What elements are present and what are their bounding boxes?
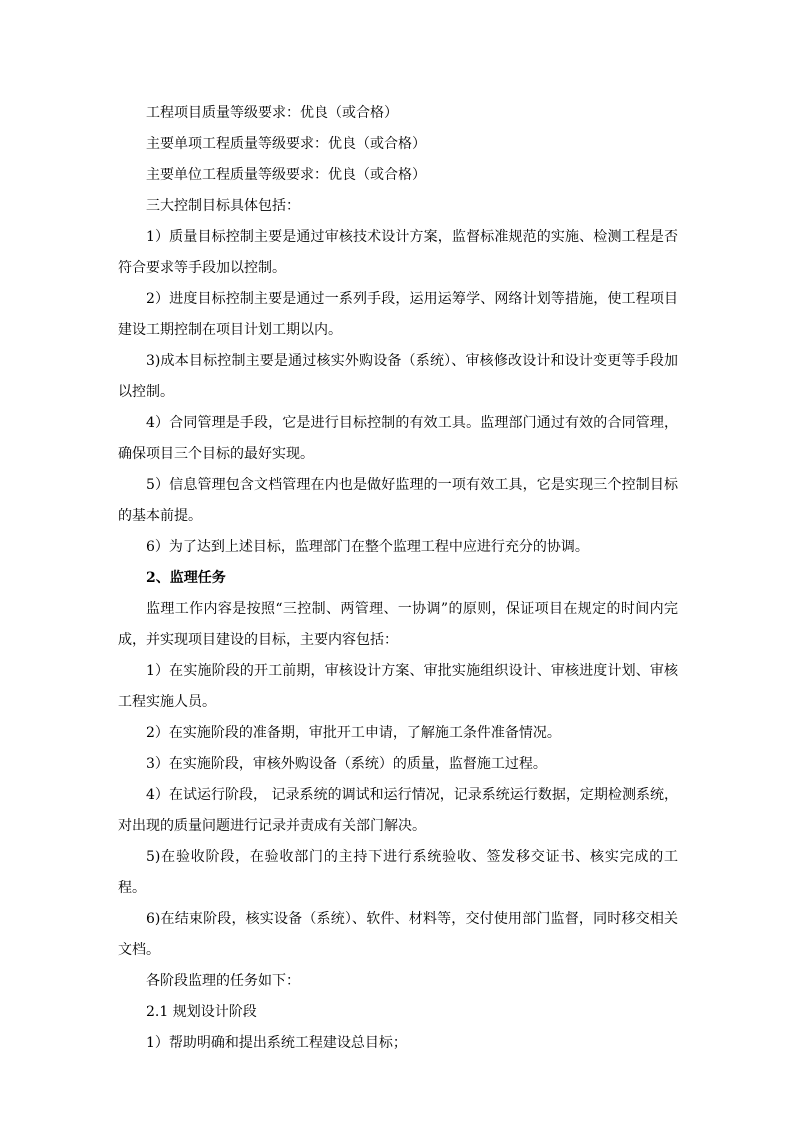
paragraph-task-preparation: 2）在实施阶段的准备期，审批开工申请，了解施工条件准备情况。: [146, 725, 561, 741]
paragraph-task-implementation: 3）在实施阶段，审核外购设备（系统）的质量，监督施工过程。: [146, 756, 547, 772]
paragraph-quality-grade-unit: 主要单位工程质量等级要求：优良（或合格）: [146, 167, 426, 183]
subsection-heading-planning-design: 2.1 规划设计阶段: [146, 1004, 257, 1020]
paragraph-three-controls-intro: 三大控制目标具体包括：: [146, 198, 300, 214]
paragraph-task-preconstruction: 1）在实施阶段的开工前期，审核设计方案、审批实施组织设计、审核进度计划、审核工程实施人员。: [118, 663, 678, 710]
paragraph-coordination: 6）为了达到上述目标，监理部门在整个监理工程中应进行充分的协调。: [146, 539, 589, 555]
document-body: [118, 98, 678, 1059]
paragraph-contract-management: 4）合同管理是手段，它是进行目标控制的有效工具。监理部门通过有效的合同管理，确保项目三个目标的最好实现。: [118, 415, 678, 462]
paragraph-schedule-control: 2）进度目标控制主要是通过一系列手段，运用运筹学、网络计划等措施，使工程项目建设工期控制在项目计划工期以内。: [118, 291, 678, 338]
paragraph-quality-grade-item: 主要单项工程质量等级要求：优良（或合格）: [146, 136, 426, 152]
section-heading-supervision-tasks: 2、监理任务: [146, 570, 226, 586]
paragraph-quality-grade-project: 工程项目质量等级要求：优良（或合格）: [146, 105, 398, 121]
paragraph-quality-control: 1）质量目标控制主要是通过审核技术设计方案，监督标准规范的实施、检测工程是否符合要求等手段加以控制。: [118, 229, 678, 276]
paragraph-planning-goal: 1）帮助明确和提出系统工程建设总目标；: [146, 1035, 407, 1051]
paragraph-task-trial-run: 4）在试运行阶段， 记录系统的调试和运行情况，记录系统运行数据，定期检测系统，对出现的质量问题进行记录并责成有关部门解决。: [118, 787, 678, 834]
paragraph-supervision-content: 监理工作内容是按照“三控制、两管理、一协调”的原则，保证项目在规定的时间内完成，并实现项目建设的目标，主要内容包括：: [118, 601, 678, 648]
paragraph-information-management: 5）信息管理包含文档管理在内也是做好监理的一项有效工具，它是实现三个控制目标的基本前提。: [118, 477, 678, 524]
paragraph-cost-control: 3)成本目标控制主要是通过核实外购设备（系统）、审核修改设计和设计变更等手段加以控制。: [118, 353, 678, 400]
paragraph-task-closure: 6)在结束阶段，核实设备（系统）、软件、材料等，交付使用部门监督，同时移交相关文档。: [118, 911, 678, 958]
paragraph-task-acceptance: 5)在验收阶段，在验收部门的主持下进行系统验收、签发移交证书、核实完成的工程。: [118, 849, 678, 896]
paragraph-stage-tasks-intro: 各阶段监理的任务如下：: [146, 973, 300, 989]
